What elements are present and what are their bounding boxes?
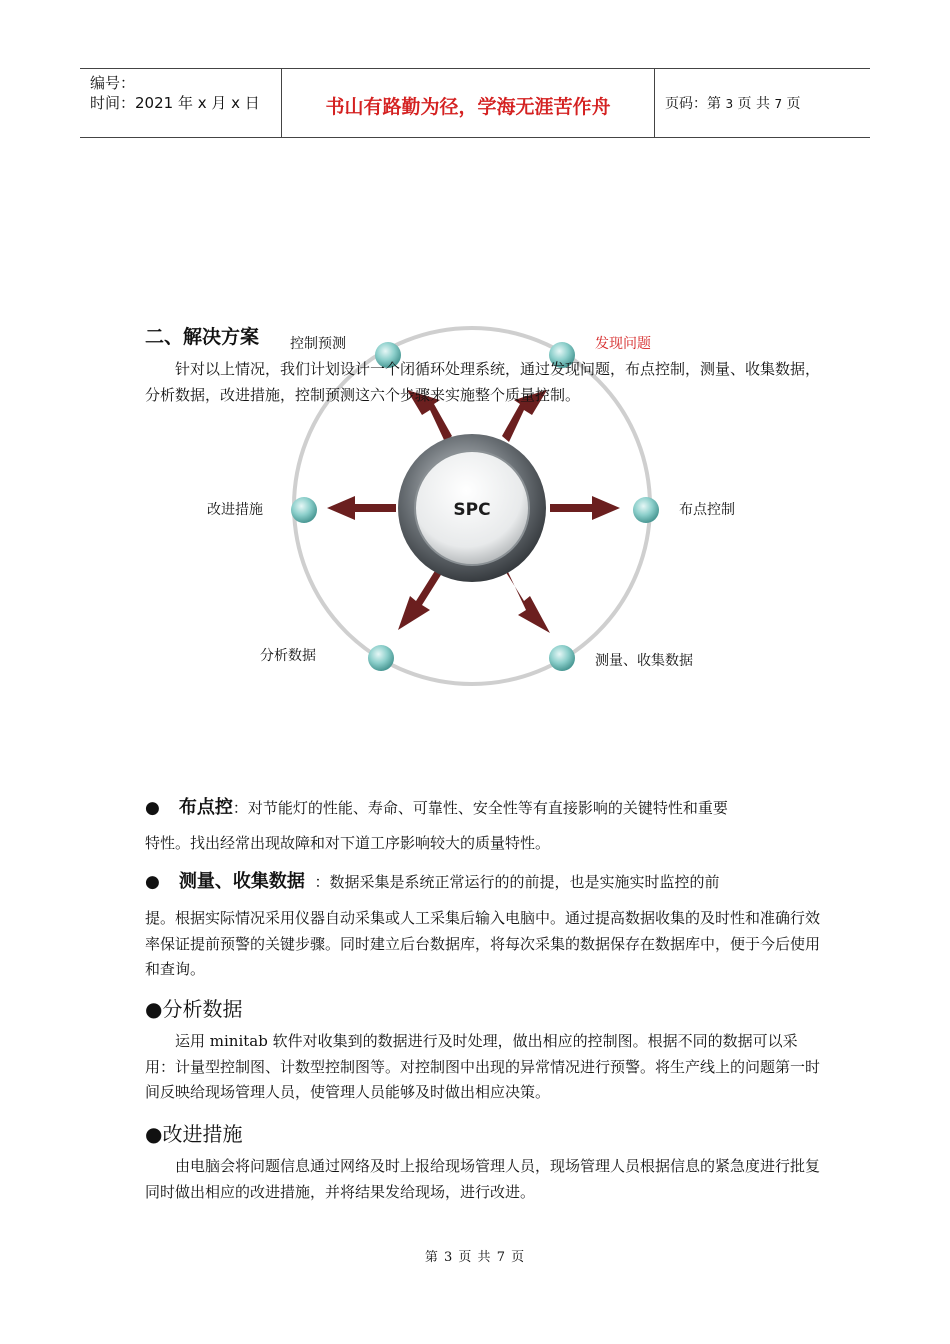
label-analyze: 分析数据 [260,648,316,664]
bullet-symbol: ● [145,798,160,818]
bullet-heading: 布点控 [178,797,233,818]
page-total: 7 [774,97,783,111]
header-page-number [665,93,801,113]
node-improve [291,497,317,523]
para-analyze: 运用 minitab 软件对收集到的数据进行及时处理，做出相应的控制图。根据不同的数据可以采用：计量型控制图、计数型控制图等。对控制图中出现的异常情况进行预警。将生产线上的问题第一时间反映给现场管理人员，使管理人员能够及时做出相应决策。 [145,1032,821,1101]
arrow-layout-control [550,496,620,520]
section-title: 二、解决方案 [145,326,260,348]
bullet-measure [145,868,825,896]
bullet-heading: 测量、收集数据 [178,871,305,892]
page-prefix: 页码：第 [665,96,721,112]
bullet-layout-control [145,794,825,822]
label-improve: 改进措施 [207,502,263,518]
header-divider [654,69,655,137]
spc-label: SPC [453,500,491,520]
bullet-measure-cont: 提。根据实际情况采用仪器自动采集或人工采集后输入电脑中。通过提高数据收集的及时性和准确行效率保证提前预警的关键步骤。同时建立后台数据库，将每次采集的数据保存在数据库中，便于今后使用和查询。 [145,909,821,978]
bullet-text: ：数据采集是系统正常运行的的前提，也是实施实时监控的前 [314,873,720,891]
arrow-analyze [398,566,444,630]
arrow-measure [502,566,550,633]
bullet-text: ：对节能灯的性能、寿命、可靠性、安全性等有直接影响的关键特性和重要 [232,799,728,817]
node-analyze [368,645,394,671]
page-mid: 页 共 [737,96,770,112]
heading-analyze: ●分析数据 [145,997,243,1021]
header-motto: 书山有路勤为径，学海无涯苦作舟 [325,96,611,118]
page-current: 3 [725,97,734,111]
label-measure: 测量、收集数据 [595,653,693,669]
label-find-problem: 发现问题 [595,336,651,352]
bullet-layout-control-cont: 特性。找出经常出现故障和对下道工序影响较大的质量特性。 [145,834,551,852]
node-measure [549,645,575,671]
page-suffix: 页 [786,96,801,112]
serial-label: 编号： [90,74,136,92]
section-intro: 针对以上情况，我们计划设计一个闭循环处理系统，通过发现问题，布点控制，测量、收集数据，分析数据，改进措施，控制预测这六个步骤来实施整个质量控制。 [145,360,821,404]
time-label: 时间：2021 年 x 月 x 日 [90,94,260,112]
para-improve: 由电脑会将问题信息通过网络及时上报给现场管理人员，现场管理人员根据信息的紧急度进行批复同时做出相应的改进措施，并将结果发给现场，进行改进。 [145,1157,821,1201]
node-layout-control [633,497,659,523]
bullet-symbol: ● [145,872,160,892]
label-control-predict: 控制预测 [290,336,346,352]
label-layout-control: 布点控制 [679,502,735,518]
page-footer: 第 3 页 共 7 页 [424,1250,526,1265]
heading-improve: ●改进措施 [145,1122,243,1146]
header-divider [281,69,282,137]
header-meta [90,73,260,113]
arrow-improve [327,496,396,520]
